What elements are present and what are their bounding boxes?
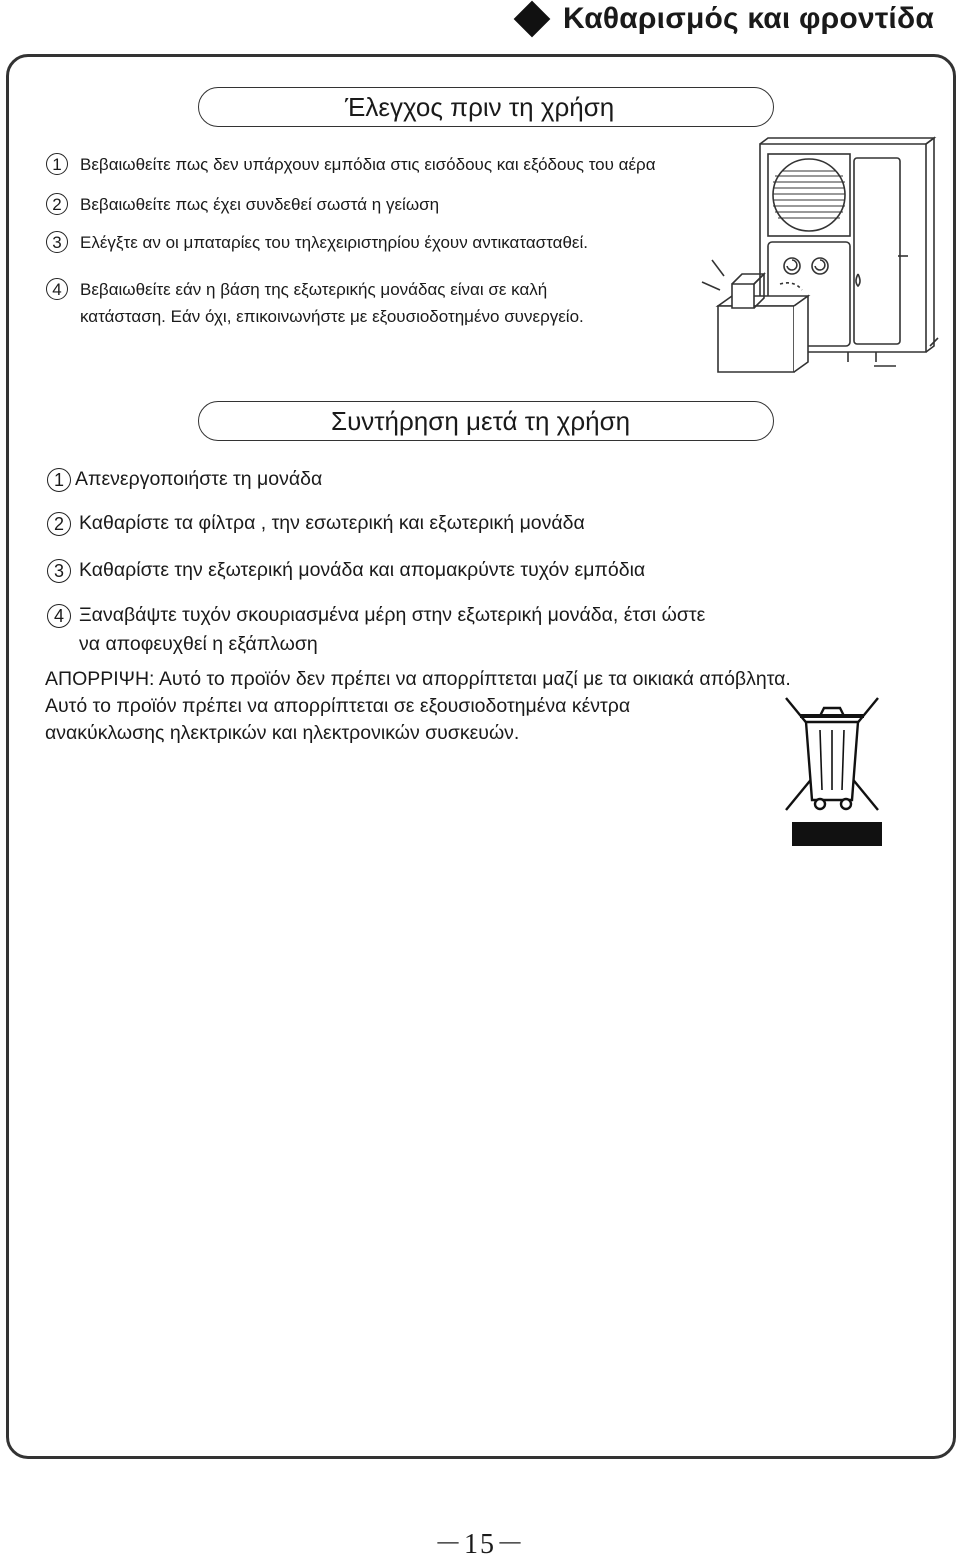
- page-title: Καθαρισμός και φροντίδα: [563, 2, 934, 35]
- check-section-title-text: Έλεγχος πριν τη χρήση: [345, 92, 615, 122]
- circled-number: 3: [46, 231, 68, 253]
- circled-number: 4: [46, 278, 68, 300]
- circled-number: 2: [47, 512, 71, 536]
- check-item-1: [46, 151, 656, 178]
- maintenance-item-text: Καθαρίστε την εξωτερική μονάδα και απομακρύντε τυχόν εμπόδια: [79, 559, 646, 581]
- page-number: －15－: [433, 1529, 526, 1560]
- maintenance-item-text: να αποφευχθεί η εξάπλωση: [79, 633, 318, 655]
- maintenance-item-text: Καθαρίστε τα φίλτρα , την εσωτερική και εξωτερική μονάδα: [79, 512, 585, 534]
- maintenance-section-title: [198, 401, 774, 441]
- maintenance-item-1: [47, 465, 322, 494]
- diamond-bullet-icon: [514, 1, 551, 38]
- check-item-4: [46, 276, 584, 330]
- check-item-text: κατάσταση. Εάν όχι, επικοινωνήστε με εξουσιοδοτημένο συνεργείο.: [80, 307, 584, 326]
- check-item-3: [46, 229, 588, 256]
- maintenance-item-text: Ξαναβάψτε τυχόν σκουριασμένα μέρη στην εξωτερική μονάδα, έτσι ώστε: [79, 604, 706, 626]
- maintenance-item-3: [47, 556, 645, 585]
- check-item-text: Βεβαιωθείτε εάν η βάση της εξωτερικής μονάδας είναι σε καλή: [80, 280, 548, 299]
- page-header: [519, 2, 934, 36]
- circled-number: 4: [47, 604, 71, 628]
- check-item-2: [46, 191, 439, 218]
- check-section-title: [198, 87, 774, 127]
- maintenance-section-title-text: Συντήρηση μετά τη χρήση: [331, 406, 631, 436]
- maintenance-item-2: [47, 509, 585, 538]
- disposal-line: ανακύκλωσης ηλεκτρικών και ηλεκτρονικών συσκευών.: [45, 722, 520, 744]
- check-item-text: Βεβαιωθείτε πως έχει συνδεθεί σωστά η γείωση: [80, 195, 440, 214]
- check-item-text: Βεβαιωθείτε πως δεν υπάρχουν εμπόδια στις εισόδους και εξόδους του αέρα: [80, 155, 656, 174]
- weee-bin-icon: [780, 690, 886, 850]
- circled-number: 1: [47, 468, 71, 492]
- circled-number: 2: [46, 193, 68, 215]
- disposal-line: Αυτό το προϊόν πρέπει να απορρίπτεται σε εξουσιοδοτημένα κέντρα: [45, 695, 631, 717]
- maintenance-item-4: [47, 601, 705, 659]
- maintenance-item-text: Απενεργοποιήστε τη μονάδα: [75, 468, 323, 490]
- disposal-line: ΑΠΟΡΡΙΨΗ: Αυτό το προϊόν δεν πρέπει να απορρίπτεται μαζί με τα οικιακά απόβλητα.: [45, 668, 791, 690]
- circled-number: 3: [47, 559, 71, 583]
- outdoor-unit-illustration: [698, 136, 942, 376]
- check-item-text: Ελέγξτε αν οι μπαταρίες του τηλεχειριστηρίου έχουν αντικατασταθεί.: [80, 233, 589, 252]
- circled-number: 1: [46, 153, 68, 175]
